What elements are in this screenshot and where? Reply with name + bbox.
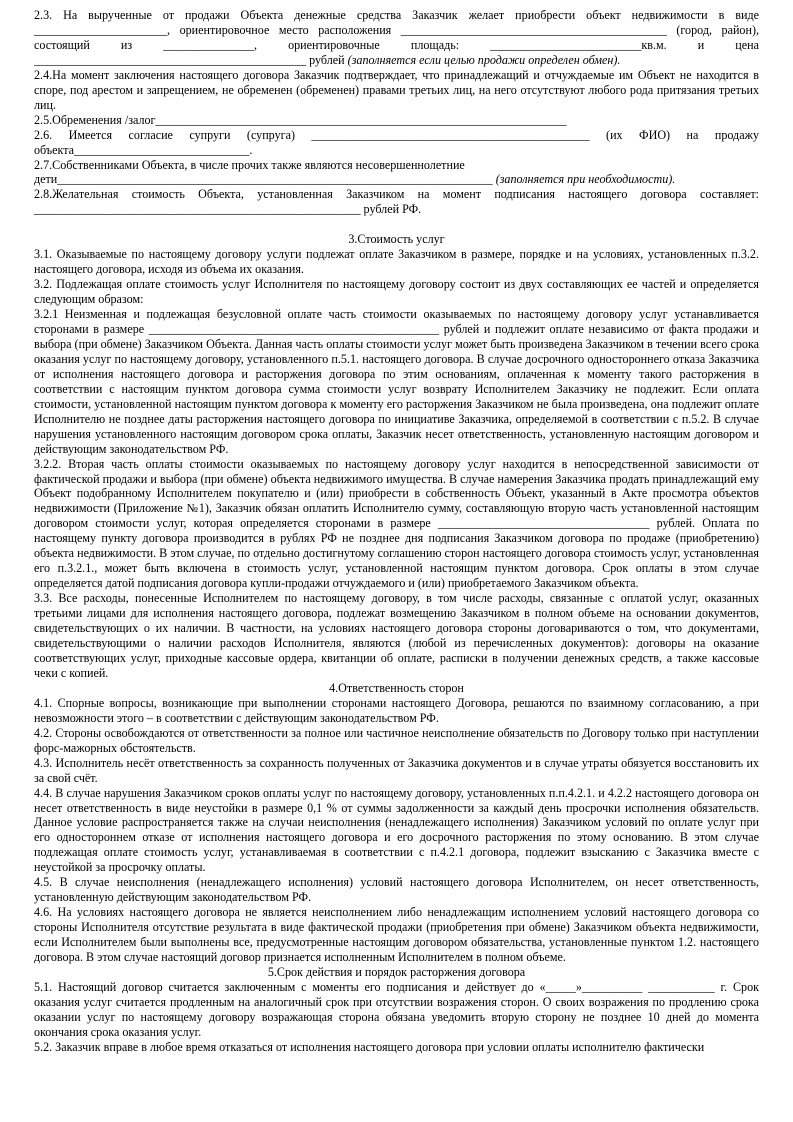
clause-2-7-line2	[34, 172, 759, 187]
clause-2-3-note: (заполняется если целью продажи определен обмен).	[347, 52, 621, 67]
clause-3-2-2: 3.2.2. Вторая часть оплаты стоимости оказываемых по настоящему договору услуг находится в непосредственной зависимости от фактической продажи и выбора (при обмене) объекта недвижимого имущества. В случае намерения Заказчика продать принадлежащий ему Объект подобранному Исполнителем покупателю и (или) приобрести в собственность Объект, указанный в Акте просмотра объектов недвижимости (Приложение №1), Заказчик обязан оплатить Исполнителю сумму, составляющую вторую часть установленной настоящим договором стоимости услуг, которая определяется сторонами в размере ___________________________________ рублей. Оплата по настоящему пункту договора производится в рублях РФ не позднее дня подписания Заказчиком договора по продаже (приобретению) объекта недвижимости. В этом случае, по отдельно достигнутому соглашению сторон настоящего договора стоимость услуг, установленная его п.3.2.1., может быть включена в стоимость услуг, установленной настоящим пунктом договора. Срок оплаты в этом случае определяется датой подписания договора купли-продажи отчуждаемого и (или) приобретаемого Заказчиком объекта.	[34, 456, 763, 591]
clause-3-2: 3.2. Подлежащая оплате стоимость услуг Исполнителя по настоящему договору состоит из двух составляющих ее частей и определяется следующим образом:	[34, 277, 763, 307]
clause-4-1: 4.1. Спорные вопросы, возникающие при выполнении сторонами настоящего Договора, решаются по взаимному согласованию, а при невозможности этого – в соответствии с действующим законодательством РФ.	[34, 695, 763, 725]
clause-2-5: 2.5.Обременения /залог____________________________________________________________________	[34, 112, 567, 127]
clause-5-1: 5.1. Настоящий договор считается заключенным с моменты его подписания и действует до «_____»__________ ___________ г. Срок оказания услуг считается продленным на аналогичный срок при отсутствии возражения сторон. О своих возражения по продлению срока оказании услуг по настоящему договору возражающая сторона обязана уведомить вторую сторону не позднее 10 дней до момента окончания срока оказания услуг.	[34, 979, 763, 1039]
section-3-heading: 3.Стоимость услуг	[348, 232, 445, 247]
section-gap	[34, 217, 759, 232]
clause-5-2: 5.2. Заказчик вправе в любое время отказаться от исполнения настоящего договора при условии оплаты исполнителю фактически	[34, 1039, 705, 1054]
clause-3-2-1: 3.2.1 Неизменная и подлежащая безусловной оплате часть стоимости оказываемых по настоящему договору услуг устанавливается сторонами в размере ________________________________________________ рублей и подлежит оплате независимо от факта продажи и выбора (при обмене) Заказчиком Объекта. Данная часть оплаты стоимости услуг может быть произведена Заказчиком в течении всего срока оказания услуг по настоящему договору, установленного п.5.1. настоящего договора. В случае досрочного одностороннего отказа Заказчика от исполнения настоящего договора и расторжения договора по этим основаниям, оплаченная к моменту такого расторжения в соответствии с настоящим пунктом договора сумма стоимости услуг возврату Исполнителем Заказчику не подлежит. Если оплата стоимости, установленной настоящим пунктом договора к моменту его расторжения Заказчиком не была произведена, она подлежит оплате Исполнителю не позднее даты расторжения настоящего договора по инициативе Заказчика, определяемой в соответствии с п.5.2. В случае нарушения установленного настоящим договором срока оплаты, Заказчик несет ответственность, установленную настоящим договором и действующим законодательством РФ.	[34, 307, 763, 456]
section-4-heading: 4.Ответственность сторон	[329, 680, 464, 695]
section-5-heading: 5.Срок действия и порядок расторжения договора	[267, 964, 526, 979]
clause-2-3-text: 2.3. На вырученные от продажи Объекта денежные средства Заказчик желает приобрести объект недвижимости в виде ______________________, ориентировочное место расположения ____________________________________________ (город, район), состоящий из _______________, ориентировочные площадь: _________________________кв.м. и цена _____________________________________________ рублей	[34, 8, 763, 67]
clause-2-4: 2.4.На момент заключения настоящего договора Заказчик подтверждает, что принадлежащий и отчуждаемые им Объект не находится в споре, под арестом и запрещением, не обременен (обременен) правами третьих лиц, на него отсутствуют любого рода притязания третьих лиц.	[34, 67, 763, 112]
clause-2-7-line1: 2.7.Собственниками Объекта, в числе прочих также являются несовершеннолетние	[34, 157, 465, 172]
clause-2-3	[34, 8, 763, 68]
clause-4-4: 4.4. В случае нарушения Заказчиком сроков оплаты услуг по настоящему договору, установленных п.п.4.2.1. и 4.2.2 настоящего договора он несет ответственность в виде неустойки в размере 0,1 % от суммы задолженности за каждый день просрочки исполнения обязательств. Данное условие распространяется также на случаи неисполнения (ненадлежащего исполнения) Заказчиком условий по оплате услуг при его одностороннем отказе от исполнения настоящего договора и его досрочного расторжения по этому основанию. В этом случае подлежащая оплате стоимость услуг, устанавливаемая в соответствии с п.4.2.1 договора, подлежит взысканию с Заказчика вместе с неустойкой за просрочку оплаты.	[34, 785, 763, 875]
clause-3-1: 3.1. Оказываемые по настоящему договору услуги подлежат оплате Заказчиком в размере, порядке и на условиях, установленных п.3.2. настоящего договора, исходя из объема их оказания.	[34, 247, 763, 277]
clause-4-6: 4.6. На условиях настоящего договора не является неисполнением либо ненадлежащим исполнением условий настоящего договора со стороны Исполнителя отсутствие результата в виде фактической продажи (приобретения при обмене) Заказчиком объекта недвижимости, если Исполнителем были выполнены все, предусмотренные настоящим договором обязательства, установленные пунктом 1.2. настоящего договора. В этом случае настоящий договор признается исполненным Исполнителем в полном объеме.	[34, 905, 763, 965]
clause-4-3: 4.3. Исполнитель несёт ответственность за сохранность полученных от Заказчика документов и в случае утраты обязуется восстановить их за свой счёт.	[34, 755, 763, 785]
clause-2-7-text: дети________________________________________________________________________	[34, 172, 496, 187]
clause-2-6: 2.6. Имеется согласие супруги (супруга) ______________________________________________ (их ФИО) на продажу объекта_____________________________.	[34, 127, 763, 157]
clause-4-5: 4.5. В случае неисполнения (ненадлежащего исполнения) условий настоящего договора Исполнителем, он несет ответственность, установленную действующим законодательством РФ.	[34, 875, 763, 905]
clause-2-7-note: (заполняется при необходимости).	[495, 172, 676, 187]
clause-4-2: 4.2. Стороны освобождаются от ответственности за полное или частичное неисполнение обязательств по Договору только при наступлении форс-мажорных обстоятельств.	[34, 725, 763, 755]
clause-3-3: 3.3. Все расходы, понесенные Исполнителем по настоящему договору, в том числе расходы, связанные с оплатой услуг, оказанных третьими лицами для исполнения настоящего договора, подлежат возмещению Заказчиком в полном объеме на основании документов, свидетельствующих о их наличии. В частности, на условиях настоящего договора стороны договариваются о том, что документами, свидетельствующими о наличии расходов Исполнителя, являются (любой из перечисленных документов): договоры на оказание соответствующих услуг, приходные кассовые ордера, квитанции об оплате, расписки в получении денежных средств, а также кассовые чеки с копией.	[34, 591, 763, 680]
clause-2-8: 2.8.Желательная стоимость Объекта, установленная Заказчиком на момент подписания настоящего договора составляет: ______________________________________________________ рублей РФ.	[34, 187, 763, 217]
